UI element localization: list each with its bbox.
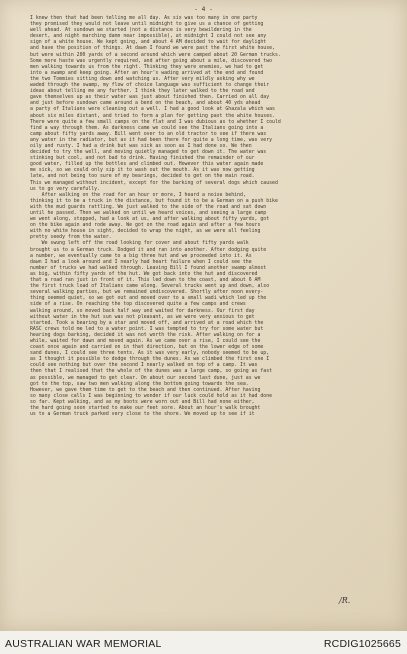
text-line: hearing dogs barking, decided it was not worth the risk. After walking on for a: [30, 331, 261, 338]
text-line: and just before sundown came around a bend on the beach, and about 40 yds ahead: [30, 100, 261, 107]
text-line: oily and rusty. I had a drink but was sick as soon as I had done so. We then: [30, 142, 252, 149]
text-line: late, and not being too sure of my bearings, decided to get on the main road.: [30, 173, 255, 180]
text-line: ideas about telling me any further. I think they later walked to the road and: [30, 88, 255, 95]
handwritten-initials: /R.: [339, 596, 351, 605]
text-line: with no white house in sight, decided to wrap the night, as we were all feeling: [30, 228, 261, 235]
text-line: but were within 200 yards of a second around which were camped about 20 German trucks.: [30, 51, 281, 58]
text-line: dawn I had a look around and I nearly had heart failure when I could see the: [30, 258, 252, 265]
text-line: that a road ran just in front of it. This led down to the coast, and about 6 AM: [30, 277, 261, 284]
text-line: got to the top, saw two men walking along the bottom going towards the sea.: [30, 380, 249, 387]
text-line: side of a rise. On reaching the top discovered quite a few camps and crews: [30, 301, 246, 308]
text-line: into a swamp and keep going. After an hour's wading arrived at the end and found: [30, 69, 264, 76]
text-line: a number, we eventually came to a big three hut and we proceeded into it. As: [30, 252, 252, 259]
text-line: until he passed. Then we walked on until we heard voices, and seeing a large camp: [30, 210, 267, 216]
text-line: good water, filled up the bottles and climbed out. However this water again made: [30, 161, 264, 168]
text-line: so far. Kept walking, and as my boots were worn out and Bill had none either,: [30, 398, 255, 405]
text-line: sand dunes, I could see three tents. As it was very early, nobody seemed to be up,: [30, 350, 270, 357]
text-line: while, waited for dawn and moved again. As we came over a rise, I could see the: [30, 337, 261, 344]
text-line: the first truck load of Italians came along. Several trucks went up and down, also: [30, 283, 270, 290]
text-line: desert, and night marching damn near impossible), at midnight I could not see any: [30, 33, 267, 40]
archive-footer: [0, 631, 407, 654]
text-line: brought us to a German truck. Dodged it and ran into another. After dodging quite: [30, 246, 267, 253]
text-line: on the bike again and rode away. We got on the road again and after a few hours: [30, 222, 261, 229]
text-line: thing seemed quiet, so we got out and moved over to a small wadi which led up the: [30, 295, 267, 302]
text-line: could see nothing but over the second I nearly walked on top of a camp. It was: [30, 362, 258, 369]
text-line: so many close calls I was beginning to wonder if our luck could hold as it had done: [30, 392, 273, 399]
text-line: men walking towards us from the right. Thinking they were enemies, we had to get: [30, 63, 264, 70]
text-line: Some more haste was urgently required, and after going about a mile, discovered two: [30, 57, 273, 64]
text-line: well ahead. At sundown we started (not a distance is very bewildering in the: [30, 27, 252, 34]
text-line: After walking on the road for an hour or more, I heard a noise behind,: [30, 191, 246, 198]
text-line: and have the position of things. At dawn I found we were past the first white house,: [30, 45, 275, 52]
text-line: as big, within fifty yards of the hut. We got back into the hut and discovered: [30, 270, 258, 277]
text-line: I knew then that had been telling me all day. As six was too many in one party: [30, 15, 258, 21]
text-line: without water in the hut sun was not pleasant, as we were very anxious to get: [30, 313, 255, 320]
text-line: started. Took a bearing by a star and moved off, and arrived at a road which the: [30, 319, 264, 326]
text-line: thinking it to be a truck in the distance, but found it to be a German on a push bike: [30, 197, 278, 204]
institution-name: AUSTRALIAN WAR MEMORIAL: [5, 638, 162, 650]
text-line: This we managed without incident, except for the barking of several dogs which caused: [30, 179, 278, 186]
text-line: RASC crews told me led to a water point. I was tempted to try for some water but: [30, 325, 264, 332]
text-line: a party of Italians were cleaning out a well. I had a good look at Ghazala which was: [30, 106, 275, 113]
text-line: about six miles distant, and tried to form a plan for getting past the white houses.: [30, 112, 275, 119]
text-line: they promised they would not leave until midnight to give us a chance of getting: [30, 21, 264, 28]
text-line: several walking parties, but we remained undiscovered. Shortly after noon every-: [30, 289, 264, 296]
text-line: We swung left off the road looking for cover and about fifty yards walk: [30, 240, 249, 247]
text-line: sign of a white house. We kept going, and about 4 AM decided to wait for daylight: [30, 39, 267, 46]
text-line: number of trucks we had walked through. Leaving Bill I found another swamp almost: [30, 264, 267, 271]
record-id: RCDIG1025665: [323, 638, 401, 650]
body-text: [30, 15, 390, 417]
text-line: coast once again and carried on in that direction, but on the lower edge of some: [30, 344, 264, 351]
page-number: - 4 -: [194, 6, 213, 13]
text-line: the hard going soon started to make our feet sore. About an hour's walk brought: [30, 405, 261, 411]
text-line: camp about fifty yards away. Bill went over to an old tractor to see if there was: [30, 130, 267, 137]
text-line: us to a German truck parked very close to the shore. We moved up to see if it: [30, 411, 255, 418]
text-line: walking around, so moved back half way and waited for darkness. Our first day: [30, 307, 255, 314]
text-line: gave themselves up as their water was just about finished then. Carried on all day: [30, 94, 270, 101]
text-line: There were quite a few small camps on the flat and I was dubious as to whether I could: [30, 118, 281, 125]
text-line: then that I realised that the whole of the dunes was a large camp, so going as fast: [30, 368, 273, 375]
text-line: we went along, stopped, had a look at us, and after walking about fifty yards, got: [30, 216, 270, 223]
text-line: any water in the radiator, but as it had been there for quite a long time, was very: [30, 136, 273, 143]
text-line: stinking but cool, and not bad to drink. Having finished the remainder of our: [30, 155, 255, 162]
text-line: with the mud guards rattling. We just walked to the side of the road and sat down: [30, 203, 267, 210]
text-line: waded through the swamp, my flow of choice language was sufficient to change their: [30, 82, 270, 89]
text-line: as possible, we managed to get clear. On about our second last dune, just as we: [30, 374, 261, 381]
text-line: decided to try the well, and moving quietly managed to get down it. The water was: [30, 149, 267, 156]
text-line: me sick, so we could only sip it to wash out the mouth. As it was now getting: [30, 167, 255, 174]
text-line: the two Tommies sitting down and watching us. After very mildly asking why we: [30, 75, 255, 82]
text-line: find a way through them. As darkness came we could see the Italians going into a: [30, 124, 264, 131]
text-line: us to go very carefully.: [30, 185, 100, 192]
text-line: pretty seedy from the water.: [30, 234, 112, 241]
text-line: However, we gave them time to get to the beach and then continued. After having: [30, 386, 261, 393]
text-line: as I thought it possible to dodge through the dunes. As we climbed the first one I: [30, 356, 270, 363]
